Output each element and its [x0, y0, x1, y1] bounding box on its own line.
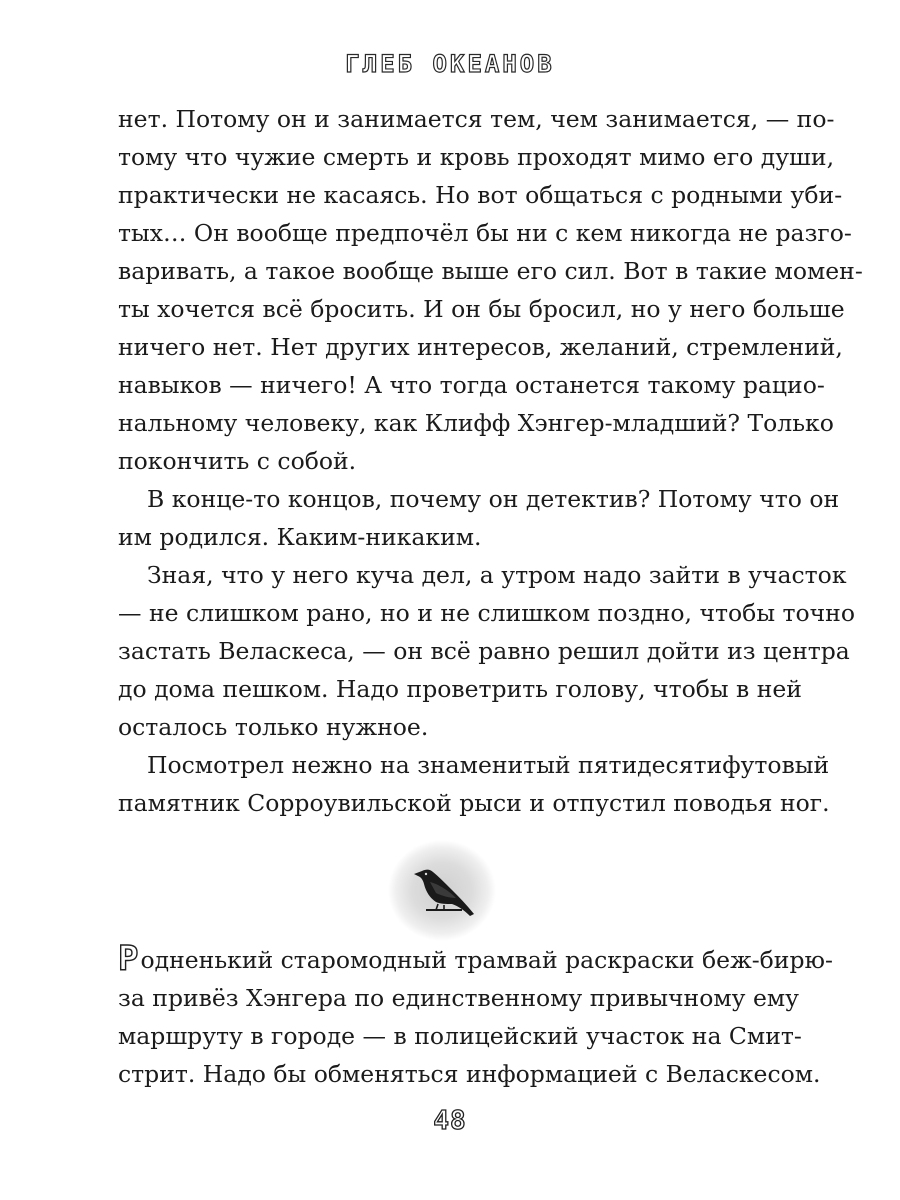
- text-line: нальному человеку, как Клифф Хэнгер-младший? Только: [118, 409, 834, 437]
- text-line: стрит. Надо бы обменяться информацией с Веласкесом.: [118, 1060, 821, 1088]
- text-line-first: [118, 939, 833, 979]
- text-line: нет. Потому он и занимается тем, чем занимается, — по-: [118, 105, 835, 133]
- text-line: памятник Сорроувильской рыси и отпустил поводья ног.: [118, 789, 830, 817]
- text-line: тому что чужие смерть и кровь проходят мимо его души,: [118, 143, 835, 171]
- running-header-author: ГЛЕБ ОКЕАНОВ: [345, 50, 555, 78]
- text-line: ничего нет. Нет других интересов, желаний, стремлений,: [118, 333, 843, 361]
- text-line: за привёз Хэнгера по единственному привычному ему: [118, 984, 799, 1012]
- text-line: ты хочется всё бросить. И он бы бросил, но у него больше: [118, 295, 845, 323]
- page-number: 48: [433, 1106, 467, 1136]
- text-line: навыков — ничего! А что тогда останется такому рацио-: [118, 371, 825, 399]
- text-line: осталось только нужное.: [118, 713, 429, 741]
- text-line: застать Веласкеса, — он всё равно решил дойти из центра: [118, 637, 850, 665]
- text-line: покончить с собой.: [118, 447, 357, 475]
- text-line: практически не касаясь. Но вот общаться с родными уби-: [118, 181, 843, 209]
- drop-cap: Р: [118, 939, 139, 979]
- text-line: им родился. Каким-никаким.: [118, 523, 482, 551]
- body-text-section-1: [118, 100, 863, 822]
- text-line: Посмотрел нежно на знаменитый пятидесятифутовый: [147, 751, 830, 779]
- text-line: тых… Он вообще предпочёл бы ни с кем никогда не разго-: [118, 219, 852, 247]
- bird-icon: [386, 838, 498, 943]
- text-line: варивать, а такое вообще выше его сил. Вот в такие момен-: [118, 257, 863, 285]
- body-text-section-2: [118, 939, 833, 1093]
- text-line: В конце-то концов, почему он детектив? Потому что он: [147, 485, 840, 513]
- text-line: Зная, что у него куча дел, а утром надо зайти в участок: [147, 561, 847, 589]
- text-line: одненький старомодный трамвай раскраски беж-бирю-: [140, 946, 833, 974]
- text-line: до дома пешком. Надо проветрить голову, чтобы в ней: [118, 675, 802, 703]
- text-line: маршруту в городе — в полицейский участок на Смит-: [118, 1022, 802, 1050]
- text-line: — не слишком рано, но и не слишком поздно, чтобы точно: [118, 599, 855, 627]
